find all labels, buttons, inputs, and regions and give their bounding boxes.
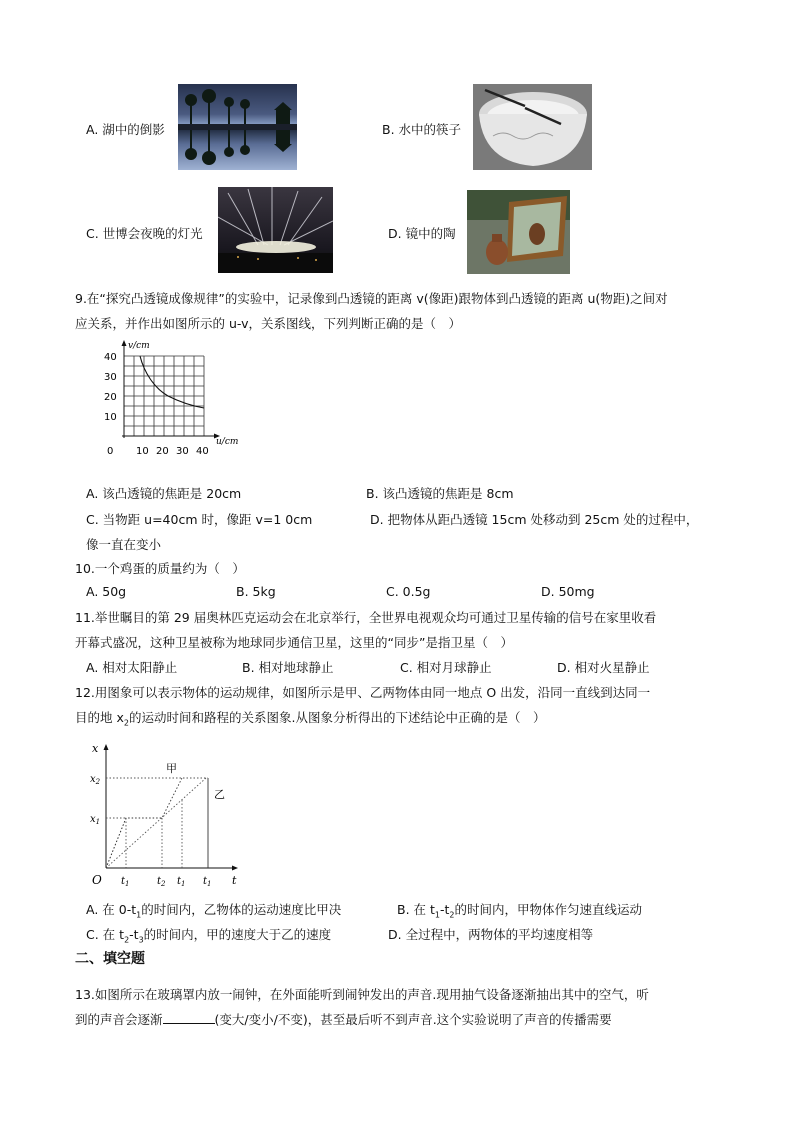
q8-option-a: A. 湖中的倒影 (86, 122, 165, 137)
lake-reflection-photo (178, 84, 297, 170)
q9-uv-graph (98, 336, 248, 460)
q12-jia-label: 甲 (166, 762, 177, 775)
expo-night-lights-photo (218, 187, 333, 273)
q11-option-a: A. 相对太阳静止 (86, 660, 178, 675)
q9-x-tick: 10 (136, 446, 149, 457)
q12-stem-line2: 目的地 $x_2$的运动时间和路程的关系图象.从图象分析得出的下述结论中正确的是（ ） (75, 710, 546, 728)
q9-x-tick: 30 (176, 446, 189, 457)
q8-option-b: B. 水中的筷子 (382, 122, 462, 137)
q10-option-d: D. 50mg (541, 584, 595, 599)
chopstick-in-water-photo (473, 84, 592, 170)
q9-option-b: B. 该凸透镜的焦距是 8cm (366, 486, 514, 501)
q13-answer-blank[interactable] (163, 1011, 215, 1024)
q8-option-c: C. 世博会夜晚的灯光 (86, 226, 203, 241)
q12-option-d: D. 全过程中，两物体的平均速度相等 (388, 927, 594, 942)
q9-stem-line1: 9.在“探究凸透镜成像规律”的实验中，记录像到凸透镜的距离 v(像距)跟物体到凸透镜的距离 u(物距)之间对 (75, 291, 668, 306)
q12-t4-label: $t_1$ (203, 876, 212, 888)
q10-option-c: C. 0.5g (386, 584, 431, 599)
q8-option-d: D. 镜中的陶 (388, 226, 456, 241)
q9-x-tick: 20 (156, 446, 169, 457)
q12-t1-label: $t_1$ (121, 876, 130, 888)
q12-xt-graph (86, 740, 246, 890)
q13-line1: 13.如图所示在玻璃罩内放一闹钟，在外面能听到闹钟发出的声音.现用抽气设备逐渐抽出其中的空气，听 (75, 987, 649, 1002)
q11-stem-line2: 开幕式盛况，这种卫星被称为地球同步通信卫星，这里的“同步”是指卫星（ ） (75, 635, 513, 650)
q9-x-tick: 40 (196, 446, 209, 457)
mirror-pottery-photo (467, 190, 570, 274)
q12-t2-label: $t_2$ (157, 876, 166, 888)
q12-option-c: C. 在 $t_2-t_3$的时间内，甲的速度大于乙的速度 (86, 927, 332, 945)
q9-v-axis-label: v/cm (128, 341, 150, 351)
q9-option-d-line1: D. 把物体从距凸透镜 15cm 处移动到 25cm 处的过程中， (370, 512, 699, 527)
q10-stem: 10.一个鸡蛋的质量约为（ ） (75, 561, 245, 576)
q12-x1-label: $x_1$ (90, 814, 101, 826)
q9-u-axis-label: u/cm (216, 437, 239, 447)
q9-y-tick: 40 (104, 352, 117, 363)
q9-y-tick: 30 (104, 372, 117, 383)
q9-y-tick: 20 (104, 392, 117, 403)
q11-option-b: B. 相对地球静止 (242, 660, 334, 675)
q12-option-a: A. 在 $0-t_1$的时间内，乙物体的运动速度比甲决 (86, 902, 342, 920)
q9-option-c: C. 当物距 u=40cm 时，像距 v=1 0cm (86, 512, 313, 527)
q11-stem-line1: 11.举世瞩目的第 29 届奥林匹克运动会在北京举行，全世界电视观众均可通过卫星传输的信号在家里收看 (75, 610, 657, 625)
q9-y-tick: 10 (104, 412, 117, 423)
q11-option-d: D. 相对火星静止 (557, 660, 650, 675)
q10-option-b: B. 5kg (236, 584, 276, 599)
q9-stem-line2: 应关系，并作出如图所示的 u-v，关系图线，下列判断正确的是（ ） (75, 316, 461, 331)
q12-t-axis-label: t (232, 874, 237, 887)
q10-option-a: A. 50g (86, 584, 127, 599)
q12-x-axis-label: x (92, 742, 99, 755)
section-heading-fill-in: 二、填空题 (75, 951, 145, 967)
q12-yi-label: 乙 (214, 788, 225, 801)
q13-line2: 到的声音会逐渐 (变大/变小/不变)，甚至最后听不到声音.这个实验说明了声音的传播需要 (75, 1012, 612, 1027)
q11-option-c: C. 相对月球静止 (400, 660, 492, 675)
q12-option-b: B. 在 $t_1-t_2$的时间内，甲物体作匀速直线运动 (397, 902, 643, 920)
q12-stem-line1: 12.用图象可以表示物体的运动规律，如图所示是甲、乙两物体由同一地点 O 出发，沿同一直线到达同一 (75, 685, 651, 700)
q12-x2-label: $x_2$ (90, 774, 101, 786)
q9-x-tick: 0 (107, 446, 114, 457)
q9-option-a: A. 该凸透镜的焦距是 20cm (86, 486, 242, 501)
q12-t3-label: $t_1$ (177, 876, 186, 888)
q9-option-d-line2: 像一直在变小 (86, 537, 162, 552)
q12-origin-label: O (92, 873, 102, 887)
